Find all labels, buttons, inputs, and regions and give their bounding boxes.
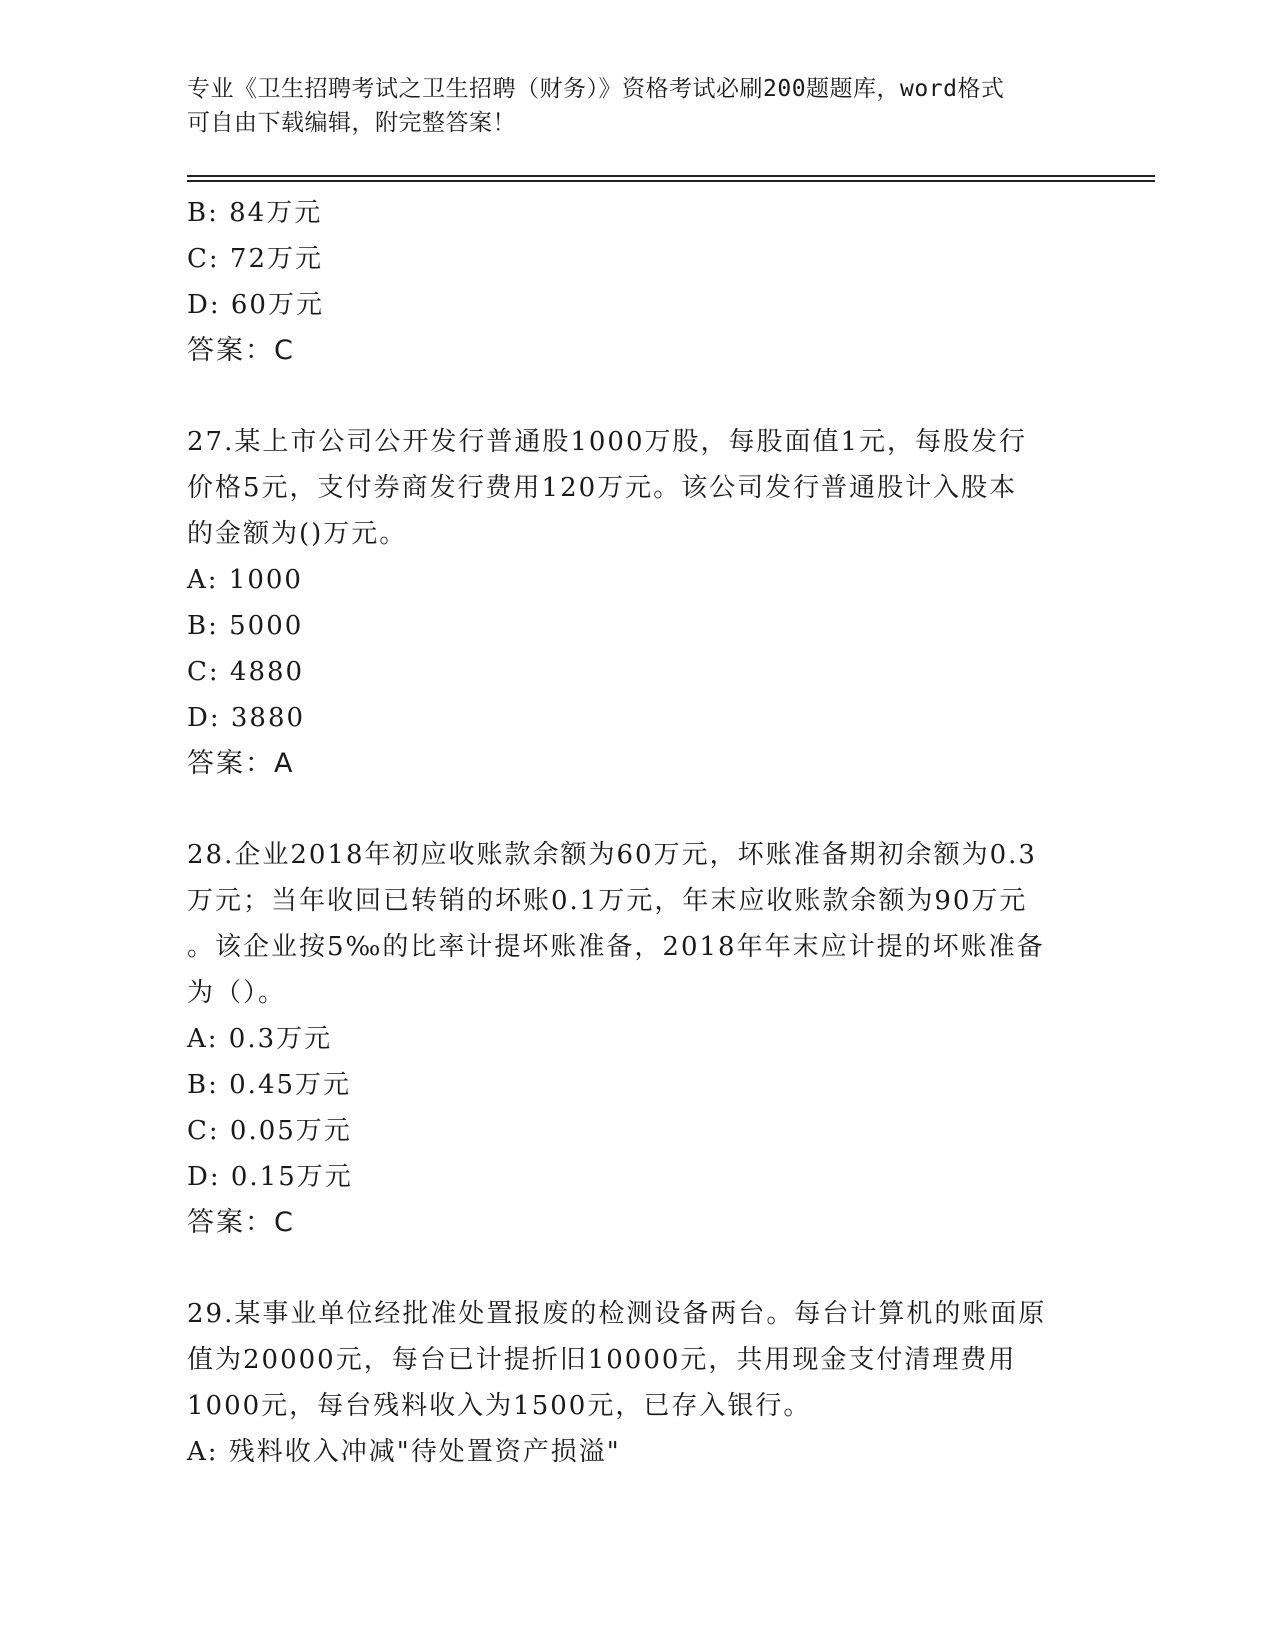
question-line: 万元；当年收回已转销的坏账0.1万元，年末应收账款余额为90万元 [187,886,1028,916]
question-line: 。该企业按5‰的比率计提坏账准备，2018年年末应计提的坏账准备 [187,932,1045,962]
question-28 [187,832,1077,1246]
option-b: B: 5000 [187,611,304,641]
option-b: B: 0.45万元 [187,1070,352,1100]
question-list [187,190,1077,1475]
question-line: 29.某事业单位经批准处置报废的检测设备两台。每台计算机的账面原 [187,1299,1047,1329]
question-text [187,1291,1077,1429]
header-line-1: 专业《卫生招聘考试之卫生招聘（财务）》资格考试必刷200题题库，word格式 [187,76,1005,102]
option-d: D: 60万元 [187,290,324,320]
header-rule-top [187,175,1155,177]
question-26-tail [187,190,1077,374]
option-c: C: 4880 [187,657,305,687]
option-c: C: 72万元 [187,244,324,274]
option-b: B: 84万元 [187,198,323,228]
option-a: A: 1000 [187,565,303,595]
question-line: 的金额为()万元。 [187,519,408,549]
question-text [187,419,1077,557]
question-line: 价格5元，支付券商发行费用120万元。该公司发行普通股计入股本 [187,473,1018,503]
answer-label: 答案：A [187,748,295,779]
question-line: 27.某上市公司公开发行普通股1000万股，每股面值1元，每股发行 [187,427,1028,457]
question-line: 为（）。 [187,978,287,1008]
option-d: D: 3880 [187,703,306,733]
question-27 [187,419,1077,787]
question-text [187,832,1077,1016]
question-line: 28.企业2018年初应收账款余额为60万元，坏账准备期初余额为0.3 [187,840,1037,870]
option-a: A: 0.3万元 [187,1024,333,1054]
answer-label: 答案：C [187,335,295,366]
question-29 [187,1291,1077,1475]
document-header [187,72,1067,140]
option-c: C: 0.05万元 [187,1116,352,1146]
option-a: A: 残料收入冲减"待处置资产损溢" [187,1437,621,1467]
answer-label: 答案：C [187,1207,295,1238]
header-rule-bottom [187,180,1155,182]
header-line-2: 可自由下载编辑，附完整答案！ [187,110,516,136]
question-line: 1000元，每台残料收入为1500元，已存入银行。 [187,1391,812,1421]
question-line: 值为20000元，每台已计提折旧10000元，共用现金支付清理费用 [187,1345,1017,1375]
option-d: D: 0.15万元 [187,1162,353,1192]
